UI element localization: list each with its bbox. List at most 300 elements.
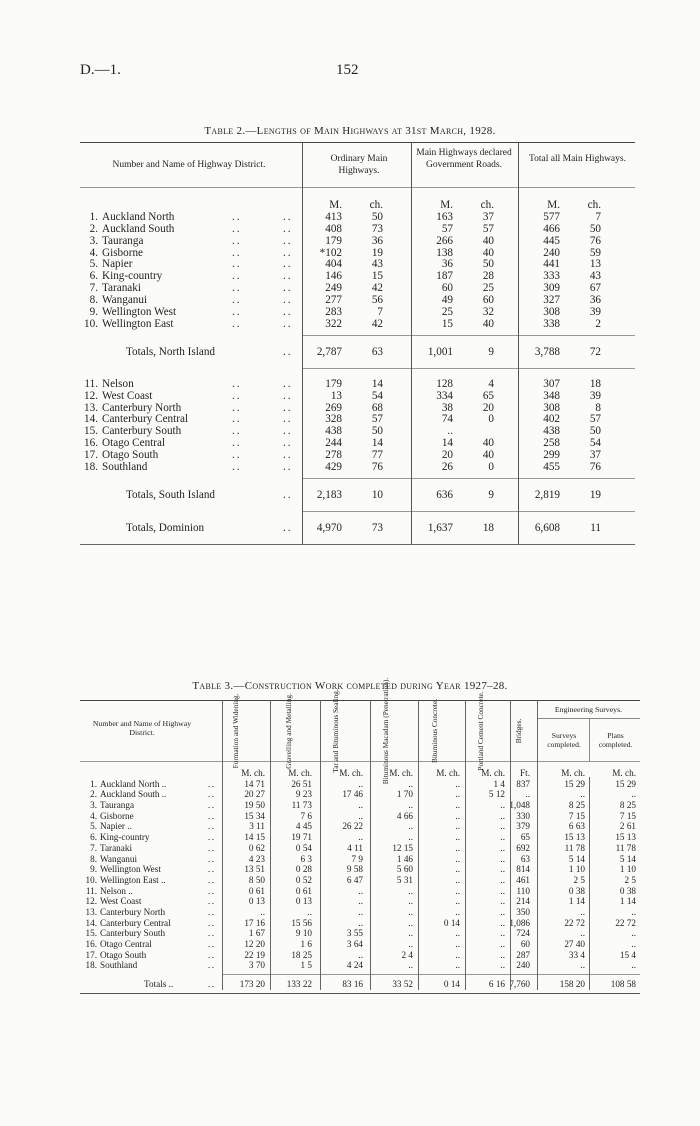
cell-br: 1,048 — [509, 800, 530, 811]
row-number: 18. — [84, 461, 98, 474]
total-om: 4,970 — [316, 521, 342, 534]
district-name: Tauranga — [100, 800, 135, 811]
divider — [370, 700, 371, 990]
district-name: Canterbury North — [100, 906, 166, 917]
district-name: King-country — [100, 832, 150, 843]
cell-f: 1 67 — [248, 928, 265, 939]
cell-tm: 299 — [543, 449, 560, 462]
total-tc: 19 — [589, 488, 601, 501]
table-row: 18. Southland .. 3 70 1 5 4 24 .. .. .. 240 .. .. — [80, 960, 640, 971]
row-number: 1. — [89, 210, 98, 223]
cell-p: .. — [500, 874, 505, 885]
cell-g: 18 25 — [291, 949, 312, 960]
cell-b: .. — [408, 800, 413, 811]
table3-title-text: Construction Work completed during Year 1927–28. — [244, 680, 508, 692]
cell-c: .. — [455, 874, 460, 885]
cell-s: 6 63 — [568, 821, 585, 832]
divider — [320, 700, 321, 990]
total-om: 2,787 — [316, 345, 342, 358]
row-number: 5. — [89, 258, 98, 271]
cell-tm: 338 — [543, 317, 560, 330]
cell-c: .. — [455, 832, 460, 843]
row-number: 12. — [85, 896, 97, 907]
district-name: Napier — [102, 258, 133, 271]
cell-c: 0 14 — [443, 979, 460, 990]
cell-s: 15 29 — [564, 778, 585, 789]
cell-g: 1 5 — [300, 960, 312, 971]
cell-pl: 7 15 — [619, 810, 636, 821]
divider — [518, 142, 519, 544]
cell-tm: 307 — [543, 377, 560, 390]
row-number: 16. — [84, 437, 98, 450]
cell-s: .. — [580, 960, 585, 971]
cell-gm: 25 — [441, 306, 453, 319]
cell-om: 277 — [325, 294, 342, 307]
district-name: Otago South — [102, 449, 159, 462]
district-name: Napier .. — [100, 821, 132, 832]
unit-label: M. ch. — [612, 768, 636, 778]
cell-b: 5 31 — [396, 874, 413, 885]
table3-title: Table 3.—Construction Work completed during Year 1927–28. — [192, 680, 508, 692]
cell-pl: 8 25 — [619, 800, 636, 811]
cell-p: .. — [500, 960, 505, 971]
cell-s: 1 10 — [568, 864, 585, 875]
cell-g: 0 54 — [295, 842, 312, 853]
district-name: Gisborne — [102, 246, 144, 259]
cell-tc: 76 — [589, 234, 601, 247]
cell-s: 11 78 — [564, 842, 585, 853]
district-name: Canterbury Central — [100, 917, 171, 928]
cell-c: .. — [455, 949, 460, 960]
cell-gc: 57 — [482, 222, 494, 235]
cell-t: .. — [358, 917, 363, 928]
cell-p: .. — [500, 949, 505, 960]
table-row: 6. King-country .. 14 15 19 71 .. .. .. .. 65 15 13 15 13 — [80, 832, 640, 843]
cell-s: 22 72 — [564, 917, 585, 928]
cell-p: .. — [500, 821, 505, 832]
row-number: 10. — [84, 317, 98, 330]
cell-tc: 8 — [595, 401, 601, 414]
divider — [411, 142, 412, 544]
cell-g: 11 73 — [291, 800, 312, 811]
cell-oc: 42 — [371, 317, 383, 330]
unit-label: M. ch. — [288, 768, 312, 778]
cell-t: 9 58 — [346, 864, 363, 875]
divider — [589, 777, 590, 990]
cell-t: .. — [358, 800, 363, 811]
unit-label: M. ch. — [339, 768, 363, 778]
cell-g: 6 3 — [300, 853, 312, 864]
unit-label: M. ch. — [481, 768, 505, 778]
cell-f: 12 20 — [244, 939, 265, 949]
cell-br: 330 — [516, 810, 530, 821]
cell-pl: .. — [631, 906, 636, 917]
cell-f: 4 23 — [248, 853, 265, 864]
cell-om: 283 — [325, 306, 342, 319]
cell-tc: 57 — [589, 413, 601, 426]
table-row: 1. Auckland North .. .. 14 71 26 51 .. .. .. 1 4 837 15 29 15 29 — [80, 779, 640, 790]
cell-gm: 38 — [441, 401, 453, 414]
cell-t: 4 11 — [347, 842, 363, 853]
divider — [302, 142, 303, 544]
row-number: 4. — [89, 246, 98, 259]
cell-gc: 40 — [482, 449, 494, 462]
unit-label: Ft. — [520, 768, 530, 778]
cell-oc: 7 — [377, 306, 383, 319]
total-gc: 9 — [488, 488, 494, 501]
cell-gc: 0 — [488, 461, 494, 474]
col-district-header: Number and Name of Highway District. — [112, 160, 266, 170]
cell-oc: 43 — [371, 258, 383, 271]
row-number: 7. — [89, 282, 98, 295]
page-number: 152 — [336, 62, 359, 78]
cell-br: 724 — [516, 928, 530, 939]
cell-tm: 577 — [543, 210, 560, 223]
district-name: Wellington East — [102, 317, 174, 330]
cell-c: .. — [455, 778, 460, 789]
cell-gm: 49 — [441, 294, 453, 307]
cell-tc: 7 — [595, 210, 601, 223]
unit-label: M. ch. — [241, 768, 265, 778]
cell-s: 15 13 — [564, 832, 585, 843]
cell-br: 837 — [516, 778, 530, 789]
col-macadam-header: Bituminous Macadam (Penetration). — [381, 677, 391, 785]
cell-tc: 37 — [589, 449, 601, 462]
table-row: 10. Wellington East .. .. 322 42 15 40 338 2 — [80, 319, 635, 331]
cell-tm: 402 — [543, 413, 560, 426]
district-name: Wellington West — [102, 306, 177, 319]
district-name: Auckland North — [102, 210, 175, 223]
cell-pl: 15 13 — [615, 832, 636, 843]
district-name: Nelson — [102, 377, 134, 390]
totals-row: Totals, North Island .. 2,787 63 1,001 9 3,788 72 — [80, 340, 635, 364]
unit-label: ch. — [369, 199, 383, 211]
divider — [418, 700, 419, 990]
cell-tm: 348 — [543, 389, 560, 402]
cell-om: 413 — [325, 210, 342, 223]
cell-tm: 309 — [543, 282, 560, 295]
cell-gm: .. — [447, 425, 453, 438]
cell-f: 8 50 — [248, 874, 265, 885]
totals-row: Totals, Dominion .. 4,970 73 1,637 18 6,608 11 — [80, 516, 635, 540]
cell-b: 2 4 — [401, 949, 413, 960]
cell-p: .. — [500, 885, 505, 896]
district-name: Tauranga — [102, 234, 144, 247]
table-row: 9. Wellington West .. 13 51 0 28 9 58 5 60 .. .. 814 1 10 1 10 — [80, 864, 640, 875]
table2-header — [80, 143, 635, 187]
cell-om: 328 — [325, 413, 342, 426]
cell-f: 173 20 — [239, 979, 265, 990]
district-name: Canterbury North — [102, 401, 182, 414]
cell-b: .. — [408, 832, 413, 843]
table-row: 8. Wanganui .. .. 277 56 49 60 327 36 — [80, 295, 635, 307]
cell-t: .. — [358, 949, 363, 960]
cell-gm: 20 — [441, 449, 453, 462]
table-row: 17. Otago South .. .. 278 77 20 40 299 37 — [80, 450, 635, 462]
cell-s: 7 15 — [568, 810, 585, 821]
unit-label: M. — [547, 199, 560, 211]
total-tm: 3,788 — [534, 345, 560, 358]
cell-om: 408 — [325, 222, 342, 235]
cell-br: 461 — [516, 874, 530, 885]
cell-pl: 0 38 — [619, 885, 636, 896]
table-row: 2. Auckland South .. .. 408 73 57 57 466 50 — [80, 224, 635, 236]
cell-br: 214 — [516, 896, 530, 907]
unit-label: M. — [440, 199, 453, 211]
cell-b: .. — [408, 885, 413, 896]
table-row: 18. Southland .. .. 429 76 26 0 455 76 — [80, 462, 635, 474]
divider — [222, 700, 223, 990]
cell-br: 7,760 — [509, 979, 530, 990]
cell-g: 1 6 — [300, 939, 312, 949]
district-name: Wanganui — [100, 853, 138, 864]
total-gc: 9 — [488, 345, 494, 358]
cell-c: .. — [455, 810, 460, 821]
cell-f: 0 13 — [248, 896, 265, 907]
cell-c: .. — [455, 842, 460, 853]
cell-s: 158 20 — [559, 979, 585, 990]
cell-f: 14 71 — [244, 778, 265, 789]
cell-g: 15 56 — [291, 917, 312, 928]
cell-tc: 50 — [589, 425, 601, 438]
cell-oc: 36 — [371, 234, 383, 247]
cell-pl: 1 14 — [619, 896, 636, 907]
table-row: 2. Auckland South .. .. 20 27 9 23 17 46 1 70 .. 5 12 .. .. .. — [80, 789, 640, 800]
cell-t: .. — [358, 778, 363, 789]
row-number: 12. — [84, 389, 98, 402]
district-name: King-country — [102, 270, 163, 283]
cell-s: 2 5 — [573, 874, 585, 885]
document-ref: D.—1. — [80, 62, 121, 78]
row-number: 11. — [84, 377, 98, 390]
cell-g: 0 28 — [295, 864, 312, 875]
cell-om: 244 — [325, 437, 342, 450]
cell-gc: 20 — [482, 401, 494, 414]
cell-p: .. — [500, 853, 505, 864]
cell-p: .. — [500, 896, 505, 907]
cell-t: 83 16 — [342, 979, 363, 990]
cell-br: 379 — [516, 821, 530, 832]
cell-t: .. — [358, 885, 363, 896]
cell-oc: 77 — [371, 449, 383, 462]
cell-b: 33 52 — [392, 979, 413, 990]
col-formation-header: Formation and Widening. — [231, 693, 241, 769]
cell-gm: 26 — [441, 461, 453, 474]
table-row: 15. Canterbury South .. 1 67 9 10 3 55 .. .. .. 724 .. .. — [80, 928, 640, 939]
cell-t: 7 9 — [351, 853, 363, 864]
total-om: 2,183 — [316, 488, 342, 501]
cell-gm: 14 — [441, 437, 453, 450]
cell-b: .. — [408, 917, 413, 928]
cell-om: 13 — [330, 389, 342, 402]
table-row: 3. Tauranga .. 19 50 11 73 .. .. .. .. 1,048 8 25 8 25 — [80, 800, 640, 811]
cell-pl: 22 72 — [615, 917, 636, 928]
cell-oc: 50 — [371, 210, 383, 223]
district-name: Canterbury South — [100, 928, 166, 939]
district-name: Auckland South — [102, 222, 175, 235]
totals-row: Totals .. .. 173 20 133 22 83 16 33 52 0 14 6 16 7,760 158 20 108 58 — [80, 975, 640, 993]
cell-gc: 37 — [482, 210, 494, 223]
cell-c: .. — [455, 789, 460, 800]
cell-c: .. — [455, 821, 460, 832]
col-gravelling-header: Gravelling and Metalling. — [284, 693, 294, 769]
cell-c: .. — [455, 885, 460, 896]
district-name: Canterbury South — [102, 425, 182, 438]
cell-oc: 54 — [371, 389, 383, 402]
cell-br: 65 — [520, 832, 530, 843]
cell-gc: 65 — [482, 389, 494, 402]
cell-f: 13 51 — [244, 864, 265, 875]
cell-gc: 40 — [482, 317, 494, 330]
cell-pl: .. — [631, 928, 636, 939]
cell-tm: 441 — [543, 258, 560, 271]
cell-gm: 57 — [441, 222, 453, 235]
cell-pl: 15 29 — [615, 778, 636, 789]
table-row: 14. Canterbury Central .. 17 16 15 56 .. .. 0 14 .. 1,086 22 72 22 72 — [80, 918, 640, 929]
cell-om: 179 — [325, 234, 342, 247]
cell-f: .. — [260, 906, 265, 917]
cell-b: .. — [408, 928, 413, 939]
cell-t: .. — [358, 906, 363, 917]
cell-tc: 54 — [589, 437, 601, 450]
cell-tc: 39 — [589, 389, 601, 402]
cell-p: .. — [500, 810, 505, 821]
cell-b: .. — [408, 906, 413, 917]
cell-pl: .. — [631, 960, 636, 971]
col-district-header: Number and Name of Highway District. — [92, 719, 192, 737]
district-name: Wellington East .. — [100, 874, 166, 885]
cell-s: 27 40 — [564, 939, 585, 949]
row-number: 6. — [89, 270, 98, 283]
total-oc: 63 — [371, 345, 383, 358]
unit-label: ch. — [587, 199, 601, 211]
cell-t: .. — [358, 810, 363, 821]
cell-f: 22 19 — [244, 949, 265, 960]
col-government-header: Main Highways declared Government Roads. — [416, 148, 512, 170]
total-tm: 2,819 — [534, 488, 560, 501]
cell-br: 287 — [516, 949, 530, 960]
cell-tm: 240 — [543, 246, 560, 259]
cell-g: 4 45 — [295, 821, 312, 832]
cell-om: 438 — [325, 425, 342, 438]
cell-p: 6 16 — [488, 979, 505, 990]
cell-gm: 128 — [436, 377, 453, 390]
district-name: Taranaki — [100, 842, 133, 853]
row-number: 8. — [89, 294, 98, 307]
cell-c: 0 14 — [443, 917, 460, 928]
cell-oc: 14 — [371, 437, 383, 450]
cell-tm: 455 — [543, 461, 560, 474]
col-bitconcrete-header: Bituminous Concrete. — [430, 698, 440, 764]
totals-label: Totals, South Island — [126, 488, 216, 501]
unit-label: M. — [329, 199, 342, 211]
table-row: 11. Nelson .. .. 179 14 128 4 307 18 — [80, 379, 635, 391]
totals-label: Totals, Dominion — [126, 521, 205, 534]
cell-tc: 76 — [589, 461, 601, 474]
cell-oc: 42 — [371, 282, 383, 295]
cell-tc: 67 — [589, 282, 601, 295]
cell-t: 6 47 — [346, 874, 363, 885]
table-row: 4. Gisborne .. 15 34 7 6 .. 4 66 .. .. 330 7 15 7 15 — [80, 811, 640, 822]
table-row: 14. Canterbury Central .. .. 328 57 74 0 402 57 — [80, 414, 635, 426]
cell-g: 7 6 — [300, 810, 312, 821]
cell-pl: .. — [631, 789, 636, 800]
cell-tc: 2 — [595, 317, 601, 330]
cell-p: .. — [500, 800, 505, 811]
district-name: Wanganui — [102, 294, 148, 307]
cell-tm: 308 — [543, 401, 560, 414]
cell-p: .. — [500, 864, 505, 875]
divider — [537, 700, 538, 990]
cell-gm: 60 — [441, 282, 453, 295]
cell-br: 814 — [516, 864, 530, 875]
cell-tc: 36 — [589, 294, 601, 307]
table-row: 11. Nelson .. .. 0 61 0 61 .. .. .. .. 110 0 38 0 38 — [80, 886, 640, 897]
cell-c: .. — [455, 864, 460, 875]
table-row: 3. Tauranga .. .. 179 36 266 40 445 76 — [80, 236, 635, 248]
cell-tm: 327 — [543, 294, 560, 307]
total-tm: 6,608 — [534, 521, 560, 534]
totals-label: Totals, North Island — [126, 345, 216, 358]
cell-g: 133 22 — [286, 979, 312, 990]
cell-gc: 60 — [482, 294, 494, 307]
table-row: 13. Canterbury North .. .. .. .. .. .. .. 350 .. .. — [80, 907, 640, 918]
cell-oc: 15 — [371, 270, 383, 283]
district-name: West Coast — [100, 896, 142, 907]
cell-t: .. — [358, 896, 363, 907]
cell-f: 20 27 — [244, 789, 265, 800]
row-number: 14. — [84, 413, 98, 426]
cell-f: 3 70 — [248, 960, 265, 971]
cell-p: .. — [500, 939, 505, 949]
cell-t: 4 24 — [346, 960, 363, 971]
totals-label: Totals .. — [144, 979, 174, 990]
cell-t: 17 46 — [342, 789, 363, 800]
district-name: Otago Central — [100, 939, 152, 949]
cell-br: 110 — [516, 885, 530, 896]
cell-s: .. — [580, 928, 585, 939]
row-number: 4. — [90, 810, 97, 821]
cell-om: 146 — [325, 270, 342, 283]
district-name: Gisborne — [100, 810, 134, 821]
cell-pl: 15 4 — [619, 949, 636, 960]
cell-t: 3 55 — [346, 928, 363, 939]
cell-tc: 43 — [589, 270, 601, 283]
cell-g: 0 52 — [295, 874, 312, 885]
cell-pl: 2 5 — [624, 874, 636, 885]
cell-g: 19 71 — [291, 832, 312, 843]
total-gc: 18 — [482, 521, 494, 534]
cell-s: .. — [580, 789, 585, 800]
cell-oc: 57 — [371, 413, 383, 426]
cell-tc: 50 — [589, 222, 601, 235]
row-number: 2. — [89, 222, 98, 235]
cell-s: 33 4 — [568, 949, 585, 960]
cell-br: 240 — [516, 960, 530, 971]
divider — [510, 700, 511, 990]
table-row: 10. Wellington East .. .. 8 50 0 52 6 47 5 31 .. .. 461 2 5 2 5 — [80, 875, 640, 886]
cell-om: 269 — [325, 401, 342, 414]
col-plans-header: Plans completed. — [598, 731, 633, 749]
cell-f: 19 50 — [244, 800, 265, 811]
cell-b: 1 46 — [396, 853, 413, 864]
cell-c: .. — [455, 896, 460, 907]
cell-pl: 108 58 — [610, 979, 636, 990]
cell-tc: 59 — [589, 246, 601, 259]
cell-f: 17 16 — [244, 917, 265, 928]
cell-f: 3 11 — [249, 821, 265, 832]
cell-oc: 19 — [371, 246, 383, 259]
